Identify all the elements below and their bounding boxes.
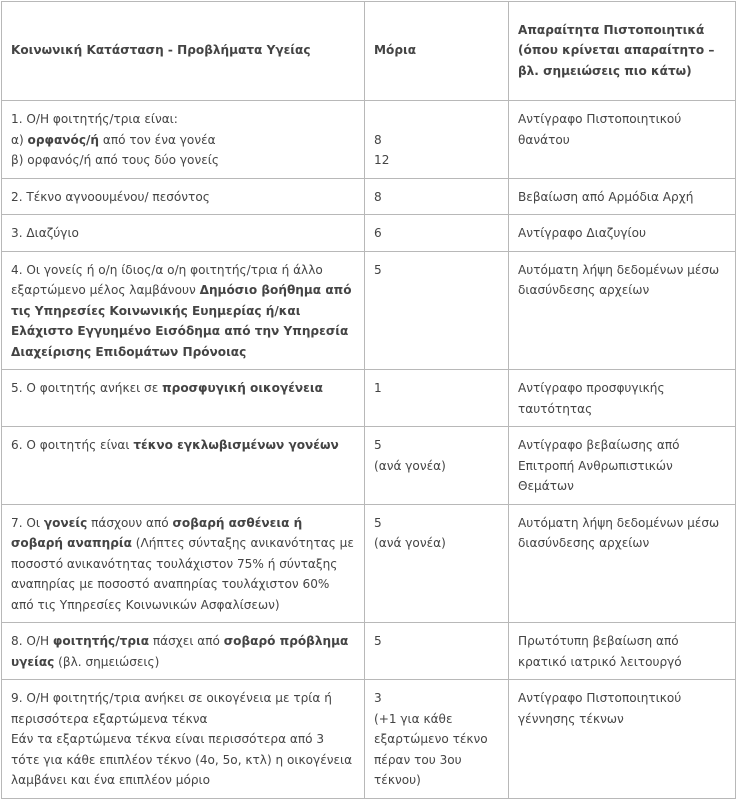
table-header-row xyxy=(2,2,736,101)
category-text: από τον ένα γονέα xyxy=(99,132,216,147)
table-row xyxy=(2,251,736,370)
row-points xyxy=(365,215,509,252)
criteria-table xyxy=(1,1,736,799)
header-certificates: Απαραίτητα Πιστοποιητικά (όπου κρίνεται απαραίτητο – βλ. σημειώσεις πιο κάτω) xyxy=(509,2,736,101)
category-text: 5. Ο φοιτητής ανήκει σε xyxy=(11,381,163,395)
points-value: 6 xyxy=(374,226,382,240)
points-value: 5 xyxy=(374,634,382,648)
row-points xyxy=(365,251,509,370)
category-text: 7. Οι xyxy=(11,515,44,530)
category-text: 8. Ο/Η xyxy=(11,634,53,648)
category-text: 2. Τέκνο αγνοουμένου/ πεσόντος xyxy=(11,189,210,204)
row-certificate: Αντίγραφο Πιστοποιητικού θανάτου xyxy=(509,101,736,179)
row-category xyxy=(2,504,365,623)
category-text: α) xyxy=(11,132,28,147)
row-certificate: Αντίγραφο Διαζυγίου xyxy=(509,215,736,252)
row-category xyxy=(2,178,365,215)
row-certificate: Πρωτότυπη βεβαίωση από κρατικό ιατρικό λειτουργό xyxy=(509,623,736,680)
points-value: (ανά γονέα) xyxy=(374,536,446,550)
row-category xyxy=(2,680,365,799)
category-text: 9. Ο/Η φοιτητής/τρια ανήκει σε οικογένεια με τρία ή περισσότερα εξαρτώμενα τέκνα xyxy=(11,691,332,726)
row-category xyxy=(2,370,365,427)
points-value: 5 xyxy=(374,262,382,277)
row-points xyxy=(365,370,509,427)
row-points xyxy=(365,101,509,179)
header-points: Μόρια xyxy=(365,2,509,101)
table-row xyxy=(2,101,736,179)
category-text: πάσχει από xyxy=(149,634,224,648)
row-certificate: Αυτόματη λήψη δεδομένων μέσω διασύνδεσης αρχείων xyxy=(509,504,736,623)
category-text-bold: τέκνο εγκλωβισμένων γονέων xyxy=(133,438,339,452)
category-text: 3. Διαζύγιο xyxy=(11,226,79,240)
row-category xyxy=(2,427,365,505)
row-certificate: Αυτόματη λήψη δεδομένων μέσω διασύνδεσης αρχείων xyxy=(509,251,736,370)
category-text: Εάν τα εξαρτώμενα τέκνα είναι περισσότερα από 3 τότε για κάθε επιπλέον τέκνο (4ο, 5ο, κτλ) η οικογένεια λαμβάνει και ένα επιπλέον μόριο xyxy=(11,732,353,787)
row-points xyxy=(365,504,509,623)
points-value: (ανά γονέα) xyxy=(374,458,446,473)
row-category xyxy=(2,101,365,179)
table-row xyxy=(2,178,736,215)
row-certificate: Αντίγραφο βεβαίωσης από Επιτροπή Ανθρωπιστικών Θεμάτων xyxy=(509,427,736,505)
header-category: Κοινωνική Κατάσταση - Προβλήματα Υγείας xyxy=(2,2,365,101)
row-category xyxy=(2,251,365,370)
row-certificate: Αντίγραφο προσφυγικής ταυτότητας xyxy=(509,370,736,427)
points-value: 5 xyxy=(374,515,382,530)
category-text-bold: φοιτητής/τρια xyxy=(52,634,150,648)
category-text-bold: σοβαρό πρόβλημα υγείας xyxy=(11,634,349,669)
table-row xyxy=(2,504,736,623)
row-points xyxy=(365,178,509,215)
points-value: (+1 για κάθε εξαρτώμενο τέκνο πέραν του 3ου τέκνου) xyxy=(374,711,488,787)
points-value: 8 xyxy=(374,132,382,147)
points-value: 8 xyxy=(374,189,382,204)
category-text: 4. Οι γονείς ή ο/η ίδιος/α ο/η φοιτητής/τρια ή άλλο εξαρτώμενο μέλος λαμβάνουν xyxy=(11,262,323,297)
category-text-bold: προσφυγική οικογένεια xyxy=(162,381,323,395)
row-certificate: Βεβαίωση από Αρμόδια Αρχή xyxy=(509,178,736,215)
category-text-bold: Δημόσιο βοήθημα από τις Υπηρεσίες Κοινωνικής Ευημερίας ή/και Ελάχιστο Εγγυημένο Εισόδημα από την Υπηρεσία Διαχείρισης Επιδομάτων Πρόνοιας xyxy=(11,283,352,359)
points-value: 5 xyxy=(374,438,382,452)
table-row xyxy=(2,623,736,680)
row-category xyxy=(2,623,365,680)
points-value: 1 xyxy=(374,381,382,395)
category-text: πάσχουν από xyxy=(87,515,173,530)
category-text: (βλ. σημειώσεις) xyxy=(54,654,160,669)
points-value: 3 xyxy=(374,691,382,705)
category-text: 6. Ο φοιτητής είναι xyxy=(11,438,134,452)
points-value: 12 xyxy=(374,153,390,167)
category-text-bold: σοβαρή ασθένεια ή σοβαρή αναπηρία xyxy=(11,515,303,550)
row-points xyxy=(365,623,509,680)
category-text: (Λήπτες σύνταξης ανικανότητας με ποσοστό ανικανότητας τουλάχιστον 75% ή σύνταξης αναπηρίας με ποσοστό αναπηρίας τουλάχιστον 60% από τις Υπηρεσίες Κοινωνικών Ασφαλίσεων) xyxy=(11,536,354,612)
category-text: β) ορφανός/ή από τους δύο γονείς xyxy=(11,153,219,167)
category-text-bold: γονείς xyxy=(43,515,88,530)
row-points xyxy=(365,680,509,799)
row-category xyxy=(2,215,365,252)
category-text: 1. Ο/Η φοιτητής/τρια είναι: xyxy=(11,112,178,126)
category-text-bold: ορφανός/ή xyxy=(27,132,100,147)
row-certificate: Αντίγραφο Πιστοποιητικού γέννησης τέκνων xyxy=(509,680,736,799)
table-row xyxy=(2,370,736,427)
table-row xyxy=(2,680,736,799)
table-row xyxy=(2,215,736,252)
table-row xyxy=(2,427,736,505)
row-points xyxy=(365,427,509,505)
